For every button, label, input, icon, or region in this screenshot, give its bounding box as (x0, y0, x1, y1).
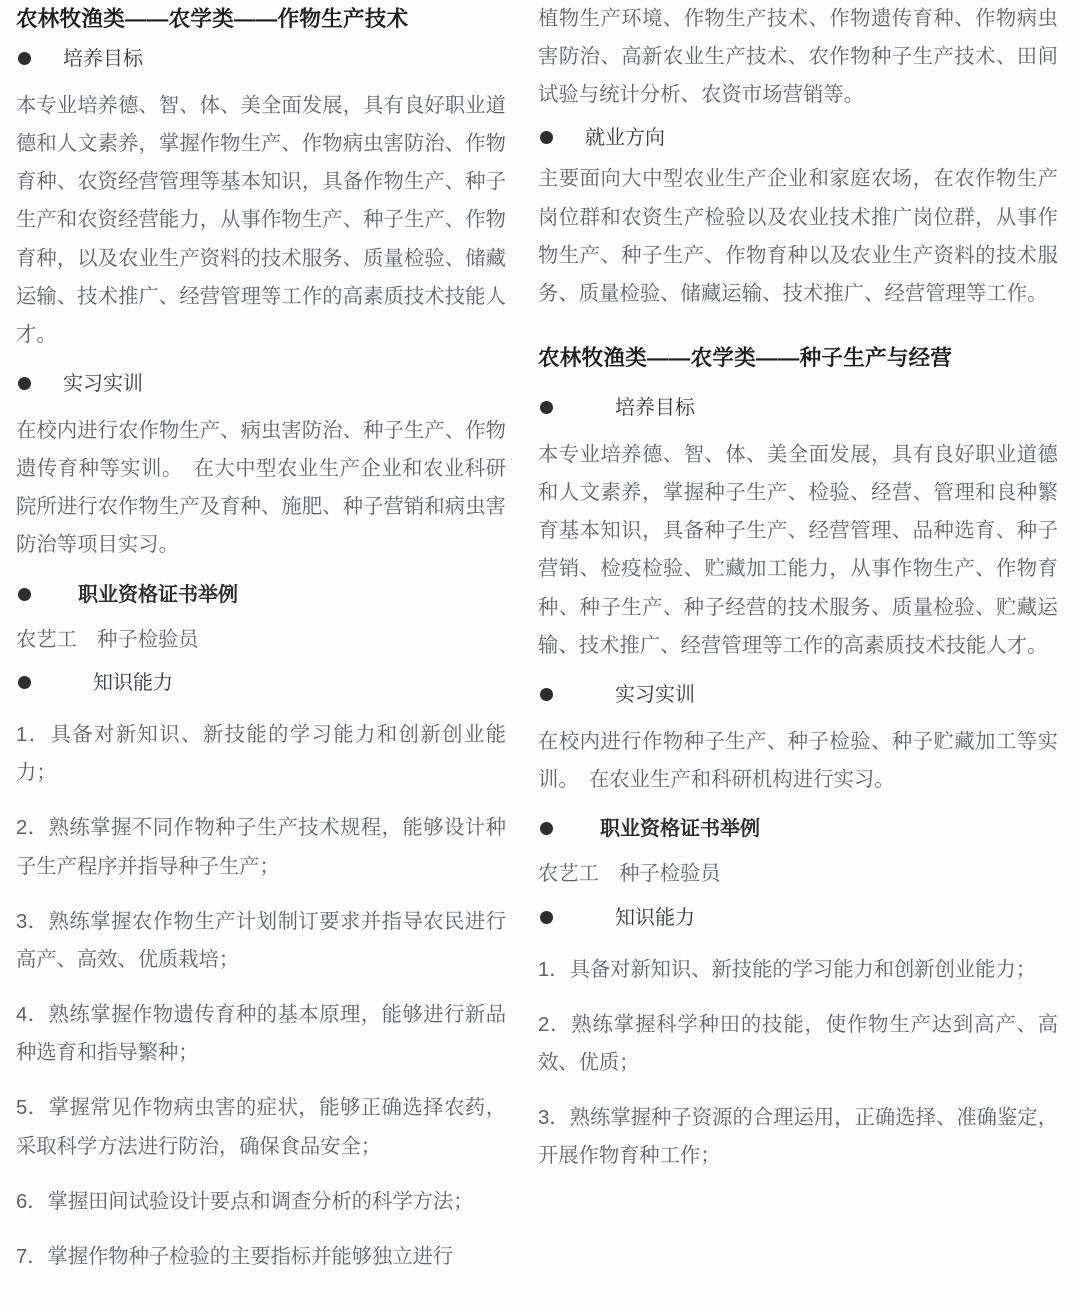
bullet-heading-certificates (16, 571, 506, 615)
bullet-heading-training-objective (16, 35, 506, 79)
bullet-heading-training-objective (538, 384, 1058, 428)
list-item: 1．具备对新知识、新技能的学习能力和创新创业能力； (16, 724, 506, 785)
section-spacer (538, 319, 1058, 345)
paragraph-certificates: 农艺工 种子检验员 (16, 628, 199, 651)
bullet-label-certificates: 职业资格证书举例 (600, 818, 760, 841)
bullet-dot-icon (18, 52, 31, 65)
paragraph-employment-direction: 主要面向大中型农业生产企业和家庭农场，在农作物生产岗位群和农资生产检验以及农业技术推广岗位群，从事作物生产、种子生产、作物育种以及农业生产资料的技术服务、质量检验、储藏运输、技术推广、经营管理等工作。 (538, 168, 1058, 305)
bullet-heading-knowledge-ability (538, 894, 1058, 938)
list-item: 2．熟练掌握科学种田的技能，使作物生产达到高产、高效、优质； (538, 1013, 1058, 1075)
page-title-crop-production: 农林牧渔类——农学类——作物生产技术 (16, 7, 409, 31)
bullet-heading-internship (538, 671, 1058, 715)
list-item: 1．具备对新知识、新技能的学习能力和创新创业能力； (538, 958, 1037, 981)
paragraph-training-objective: 本专业培养德、智、体、美全面发展，具有良好职业道德和人文素养，掌握作物生产、作物病虫害防治、作物育种、农资经营管理等基本知识，具备作物生产、种子生产和农资经营能力，从事作物生产、种子生产、作物育种，以及农业生产资料的技术服务、质量检验、储藏运输、技术推广、经营管理等工作的高素质技术技能人才。 (16, 94, 506, 346)
list-item: 7．掌握作物种子检验的主要指标并能够独立进行 (16, 1245, 454, 1268)
list-item: 6．掌握田间试验设计要点和调查分析的科学方法； (16, 1190, 474, 1213)
right-column (520, 0, 1080, 1312)
paragraph-course-list-continued: 植物生产环境、作物生产技术、作物遗传育种、作物病虫害防治、高新农业生产技术、农作物种子生产技术、田间试验与统计分析、农资市场营销等。 (538, 8, 1058, 107)
paragraph-internship: 在校内进行作物种子生产、种子检验、种子贮藏加工等实训。 在农业生产和科研机构进行实习。 (538, 730, 1058, 792)
bullet-dot-icon (18, 676, 31, 689)
bullet-dot-icon (540, 401, 553, 414)
bullet-dot-icon (540, 131, 553, 144)
bullet-label-internship: 实习实训 (63, 372, 143, 395)
bullet-heading-certificates (538, 805, 1058, 849)
bullet-dot-icon (540, 822, 553, 835)
bullet-label-internship: 实习实训 (615, 683, 695, 706)
bullet-dot-icon (18, 377, 31, 390)
list-item: 3．熟练掌握种子资源的合理运用，正确选择、准确鉴定，开展作物育种工作； (538, 1107, 1058, 1168)
bullet-label-training-objective: 培养目标 (63, 47, 143, 70)
list-item: 2．熟练掌握不同作物种子生产技术规程，能够设计种子生产程序并指导种子生产； (16, 817, 506, 878)
bullet-label-knowledge-ability: 知识能力 (615, 906, 695, 929)
bullet-label-employment-direction: 就业方向 (585, 127, 665, 150)
paragraph-training-objective: 本专业培养德、智、体、美全面发展，具有良好职业道德和人文素养，掌握种子生产、检验、经营、管理和良种繁育基本知识，具备种子生产、经营管理、品种选育、种子营销、检疫检验、贮藏加工能力，从事作物生产、作物育种、种子生产、种子经营的技术服务、质量检验、贮藏运输、技术推广、经营管理等工作的高素质技术技能人才。 (538, 443, 1058, 657)
bullet-heading-knowledge-ability (16, 659, 506, 703)
bullet-dot-icon (18, 588, 31, 601)
bullet-label-certificates: 职业资格证书举例 (78, 583, 238, 606)
list-item: 5．掌握常见作物病虫害的症状，能够正确选择农药，采取科学方法进行防治，确保食品安全； (16, 1097, 506, 1158)
bullet-heading-employment-direction (538, 114, 1058, 158)
left-column (0, 0, 520, 1312)
page-title-seed-production: 农林牧渔类——农学类——种子生产与经营 (538, 346, 953, 371)
paragraph-certificates: 农艺工 种子检验员 (538, 863, 721, 886)
bullet-dot-icon (540, 911, 553, 924)
bullet-heading-internship (16, 360, 506, 404)
list-item: 3．熟练掌握农作物生产计划制订要求并指导农民进行高产、高效、优质栽培； (16, 910, 506, 971)
bullet-label-training-objective: 培养目标 (615, 396, 695, 419)
bullet-label-knowledge-ability: 知识能力 (93, 672, 173, 695)
bullet-dot-icon (540, 688, 553, 701)
list-item: 4．熟练掌握作物遗传育种的基本原理，能够进行新品种选育和指导繁种； (16, 1004, 506, 1065)
paragraph-internship: 在校内进行农作物生产、病虫害防治、种子生产、作物遗传育种等实训。 在大中型农业生产企业和农业科研院所进行农作物生产及育种、施肥、种子营销和病虫害防治等项目实习。 (16, 419, 506, 557)
heading-spacer (538, 374, 1058, 384)
